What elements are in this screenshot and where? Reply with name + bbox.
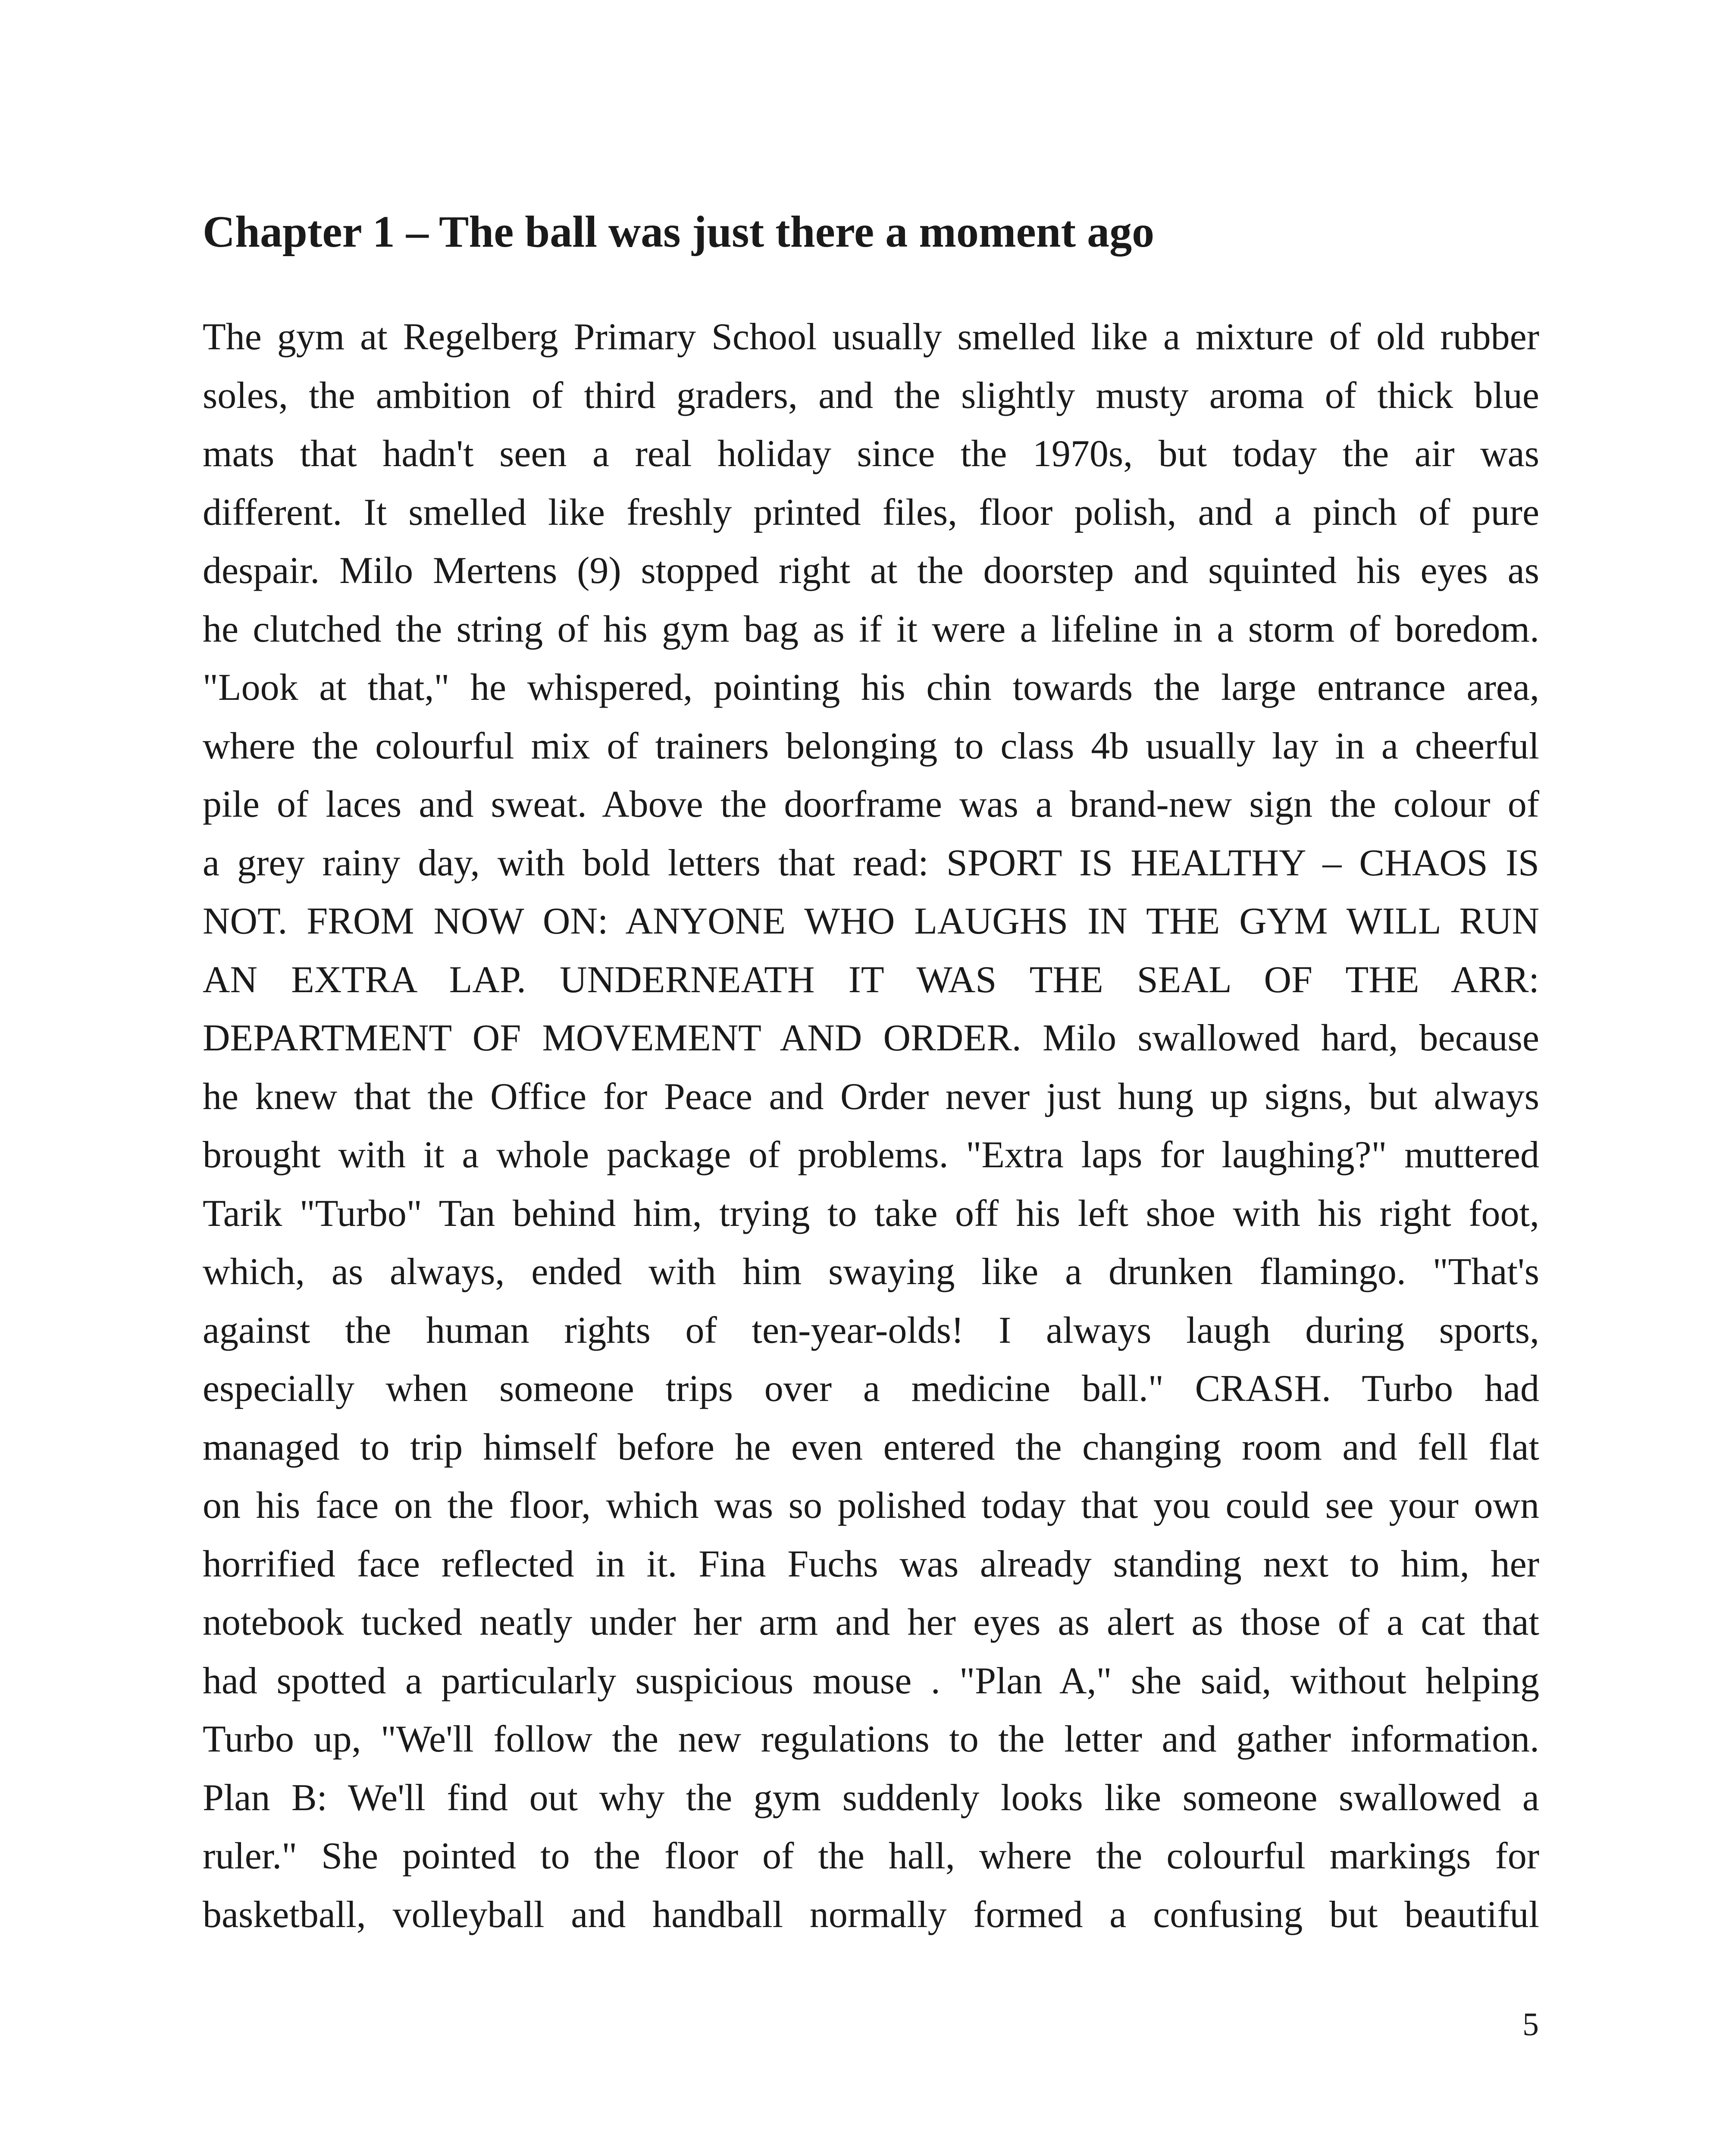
body-line: despair. Milo Mertens (9) stopped right at the doorstep and squinted his eyes as xyxy=(203,550,1539,592)
body-line: soles, the ambition of third graders, and the slightly musty aroma of thick blue xyxy=(203,374,1539,417)
body-line: which, as always, ended with him swaying like a drunken flamingo. "That's xyxy=(203,1251,1539,1293)
body-line: The gym at Regelberg Primary School usually smelled like a mixture of old rubber xyxy=(203,316,1539,358)
body-line: Tarik "Turbo" Tan behind him, trying to take off his left shoe with his right foot, xyxy=(203,1192,1539,1235)
body-line: against the human rights of ten-year-olds! I always laugh during sports, xyxy=(203,1309,1539,1351)
body-line: especially when someone trips over a medicine ball." CRASH. Turbo had xyxy=(203,1368,1539,1410)
body-line: mats that hadn't seen a real holiday since the 1970s, but today the air was xyxy=(203,433,1539,475)
body-line: managed to trip himself before he even entered the changing room and fell flat xyxy=(203,1426,1539,1468)
body-line: Turbo up, "We'll follow the new regulations to the letter and gather information. xyxy=(203,1718,1539,1760)
body-line: pile of laces and sweat. Above the doorframe was a brand-new sign the colour of xyxy=(203,783,1539,825)
body-line: AN EXTRA LAP. UNDERNEATH IT WAS THE SEAL OF THE ARR: xyxy=(203,959,1539,1001)
chapter-body-text xyxy=(203,308,1539,1944)
body-line: where the colourful mix of trainers belonging to class 4b usually lay in a cheerful xyxy=(203,725,1539,767)
body-line: he knew that the Office for Peace and Order never just hung up signs, but always xyxy=(203,1075,1539,1118)
body-line: basketball, volleyball and handball normally formed a confusing but beautiful xyxy=(203,1893,1539,1936)
body-line: brought with it a whole package of problems. "Extra laps for laughing?" muttered xyxy=(203,1134,1539,1176)
body-line: notebook tucked neatly under her arm and her eyes as alert as those of a cat that xyxy=(203,1601,1539,1643)
body-line: horrified face reflected in it. Fina Fuchs was already standing next to him, her xyxy=(203,1543,1539,1585)
body-line: Plan B: We'll find out why the gym suddenly looks like someone swallowed a xyxy=(203,1777,1539,1819)
body-line: ruler." She pointed to the floor of the hall, where the colourful markings for xyxy=(203,1835,1539,1877)
body-line: "Look at that," he whispered, pointing his chin towards the large entrance area, xyxy=(203,667,1539,708)
body-line: a grey rainy day, with bold letters that read: SPORT IS HEALTHY – CHAOS IS xyxy=(203,842,1539,884)
body-line: NOT. FROM NOW ON: ANYONE WHO LAUGHS IN THE GYM WILL RUN xyxy=(203,900,1539,942)
page-number: 5 xyxy=(1522,2006,1539,2043)
body-line: different. It smelled like freshly printed files, floor polish, and a pinch of pure xyxy=(203,491,1539,533)
body-line: on his face on the floor, which was so polished today that you could see your own xyxy=(203,1485,1539,1526)
body-line: had spotted a particularly suspicious mouse . "Plan A," she said, without helping xyxy=(203,1660,1539,1702)
body-line: DEPARTMENT OF MOVEMENT AND ORDER. Milo swallowed hard, because xyxy=(203,1017,1539,1059)
body-line: he clutched the string of his gym bag as if it were a lifeline in a storm of boredom. xyxy=(203,608,1539,650)
chapter-title: Chapter 1 – The ball was just there a moment ago xyxy=(203,207,1155,257)
